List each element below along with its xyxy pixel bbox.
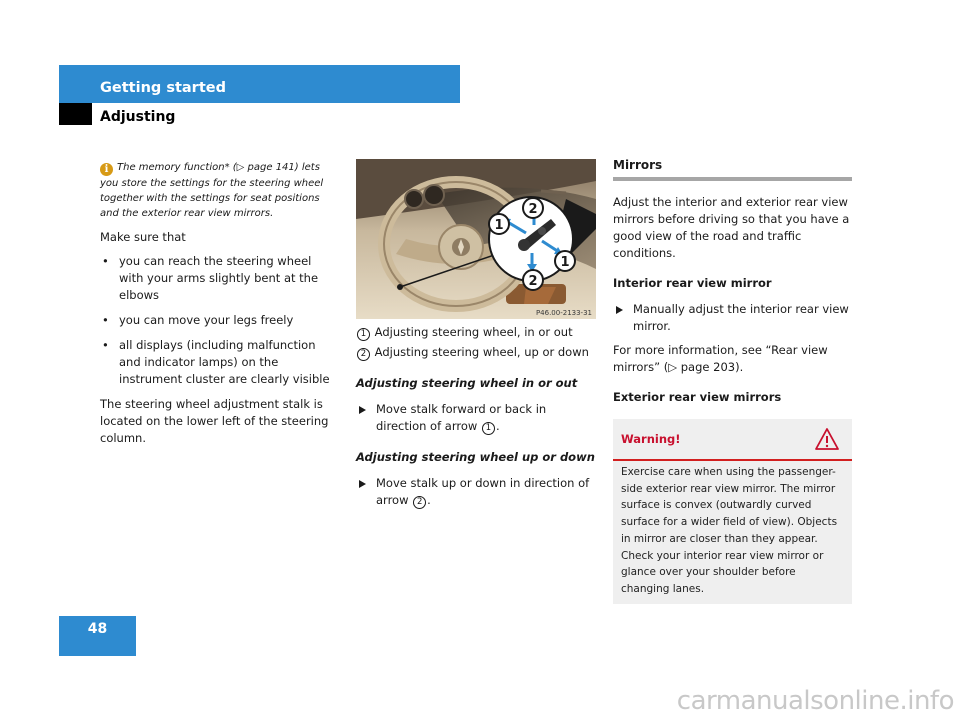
info-icon: i — [100, 163, 113, 176]
caption-2: 2 Adjusting steering wheel, up or down — [356, 344, 600, 361]
step-arrow-icon — [616, 306, 623, 314]
step-in-out: Move stalk forward or back in direction of arrow 1 . — [356, 401, 600, 435]
svg-text:1: 1 — [494, 218, 504, 233]
steering-wheel-figure — [356, 159, 596, 319]
caption-1: 1 Adjusting steering wheel, in or out — [356, 324, 600, 341]
interior-mirror-heading: Interior rear view mirror — [613, 276, 772, 290]
warning-text: Exercise care when using the passenger-side exterior rear view mirror. The mirror surface is convex (outwardly curved surface for a wider field of view). Objects in mirror are closer than they appear. Check your interior rear view mirror or glance over your shoulder before changing lanes. — [621, 466, 838, 595]
make-sure-text: Make sure that — [100, 230, 186, 244]
callout-2-top — [523, 198, 543, 218]
list-item: • all displays (including malfunction and indicator lamps) on the instrument cluster are clearly visible — [102, 338, 330, 386]
memory-note-text: The memory function* (▷ page 141) lets you store the settings for the steering wheel together with the settings for seat positions and the exterior rear view mirrors. — [100, 162, 324, 219]
page-number-box — [59, 616, 136, 656]
warning-header — [613, 419, 852, 461]
figure-code: P46.00-2133-31 — [535, 309, 592, 317]
left-column — [100, 160, 338, 454]
interior-mirror-step: Manually adjust the interior rear view mirror. — [613, 301, 852, 335]
subsection-title: Adjusting — [100, 109, 176, 125]
header-tab-marker — [59, 103, 92, 125]
watermark-url: carmanualsonline.info — [676, 686, 954, 716]
list-item: • you can reach the steering wheel with your arms slightly bent at the elbows — [102, 254, 319, 302]
step-arrow-icon — [359, 480, 366, 488]
callout-1-top — [489, 214, 509, 234]
more-info-text: For more information, see “Rear view mirrors” (▷ page 203). — [613, 343, 828, 374]
section-title: Getting started — [100, 80, 226, 96]
heading-in-out: Adjusting steering wheel in or out — [356, 376, 578, 390]
page-number: 48 — [87, 621, 108, 637]
warning-box — [613, 419, 852, 604]
svg-text:2: 2 — [528, 202, 538, 217]
warning-triangle-icon — [814, 427, 840, 451]
right-column — [613, 157, 852, 413]
middle-column — [356, 324, 600, 523]
exterior-mirror-heading: Exterior rear view mirrors — [613, 390, 782, 404]
svg-text:1: 1 — [560, 255, 570, 270]
warning-title: Warning! — [621, 432, 681, 446]
callout-2-bottom — [523, 270, 543, 290]
steering-wheel-illustration — [356, 159, 596, 319]
mirrors-heading: Mirrors — [613, 157, 852, 181]
step-up-down: Move stalk up or down in direction of arrow 2 . — [356, 475, 600, 509]
step-arrow-icon — [359, 406, 366, 414]
memory-note — [100, 160, 338, 221]
list-item: • you can move your legs freely — [102, 313, 294, 327]
mirrors-intro: Adjust the interior and exterior rear view mirrors before driving so that you have a good view of the road and traffic conditions. — [613, 195, 850, 260]
svg-text:2: 2 — [528, 274, 538, 289]
callout-1-bottom — [555, 251, 575, 271]
heading-up-down: Adjusting steering wheel up or down — [356, 450, 595, 464]
stalk-location-text: The steering wheel adjustment stalk is located on the lower left of the steering column. — [100, 397, 329, 445]
